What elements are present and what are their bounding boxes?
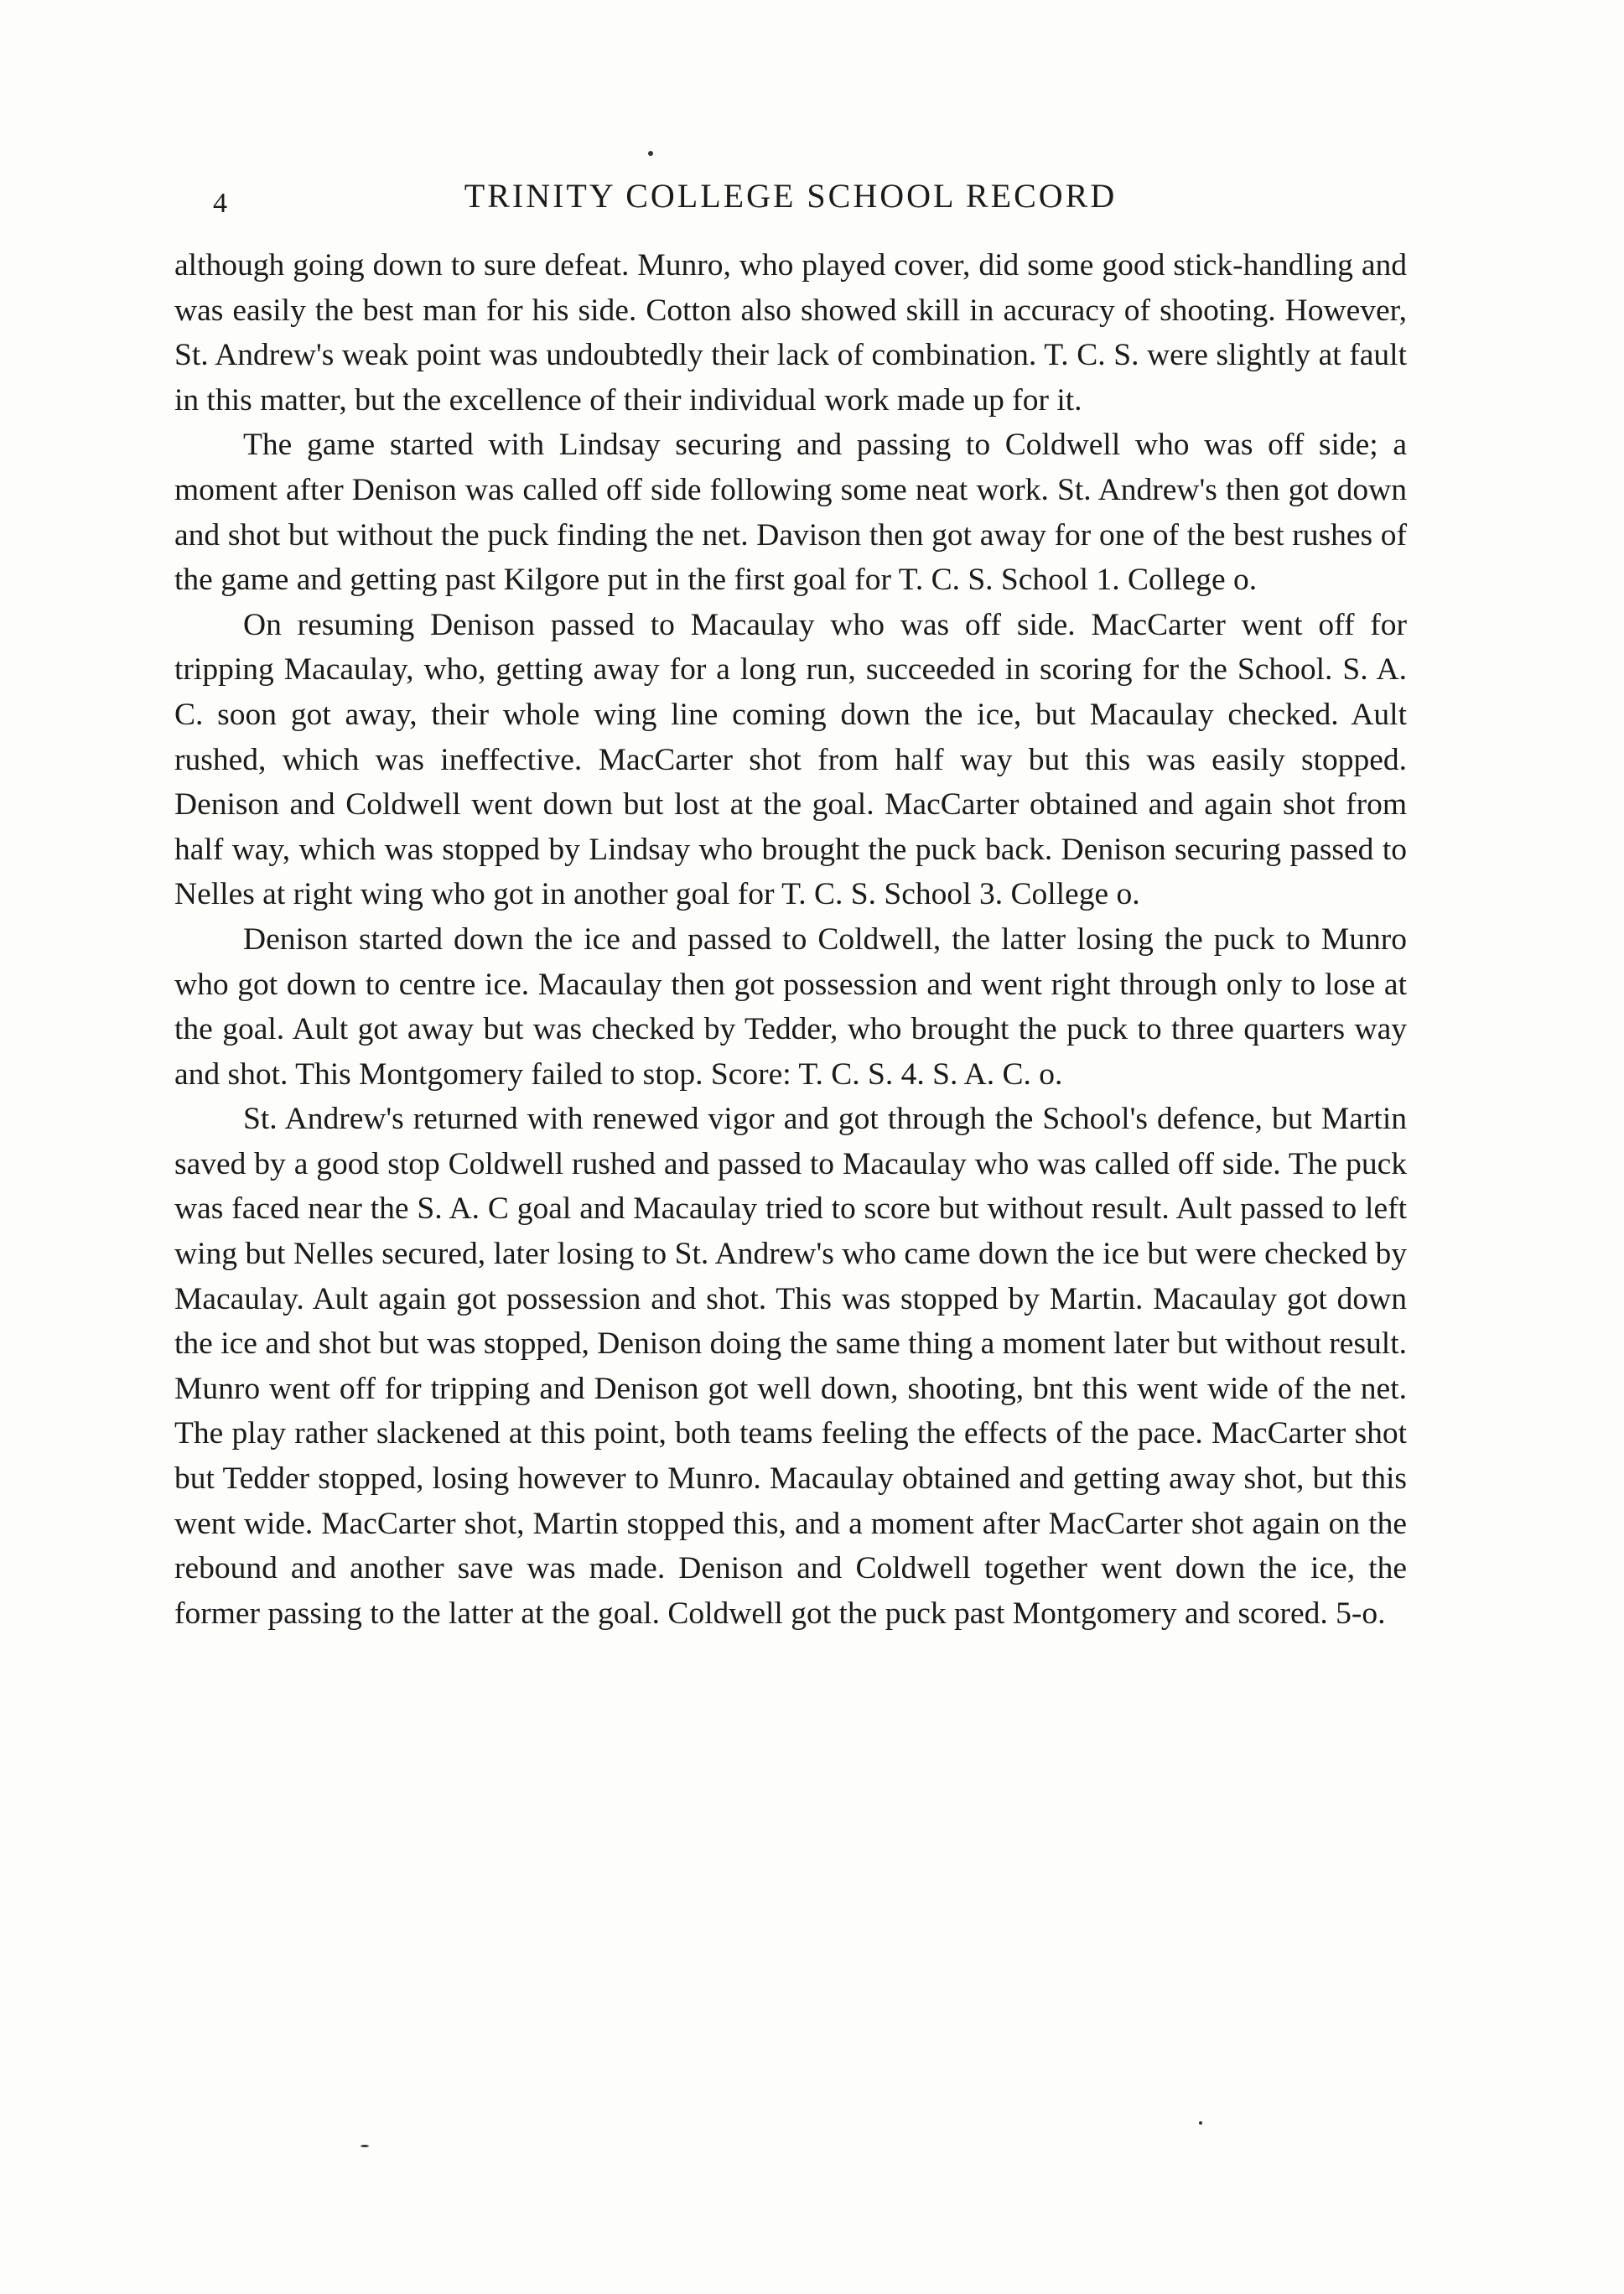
paragraph: The game started with Lindsay securing and passing to Coldwell who was off side; a moment after Denison was called off side following some neat work. St. Andrew's then got down and shot but without the puck finding the net. Davison then got away for one of the best rushes of the game and getting past Kilgore put in the first goal for T. C. S. School 1. College o. xyxy=(174,428,1407,598)
ink-speck xyxy=(648,151,653,156)
paragraph: On resuming Denison passed to Macaulay who was off side. MacCarter went off for tripping Macaulay, who, getting away for a long run, succeeded in scoring for the School. S. A. C. soon got away, their whole wing line coming down the ice, but Macaulay checked. Ault rushed, which was ineffective. MacCarter shot from half way but this was easily stopped. Denison and Coldwell went down but lost at the goal. MacCarter obtained and again shot from half way, which was stopped by Lindsay who brought the puck back. Denison securing passed to Nelles at right wing who got in another goal for T. C. S. School 3. College o. xyxy=(174,607,1407,912)
paragraph-continued: although going down to sure defeat. Munro, who played cover, did some good stick-handling and was easily the best man for his side. Cotton also showed skill in accuracy of shooting. However, St. Andrew's weak point was undoubtedly their lack of combination. T. C. S. were slightly at fault in this matter, but the excellence of their individual work made up for it. xyxy=(174,248,1407,418)
article-body xyxy=(174,243,1407,1636)
page-header xyxy=(174,176,1407,235)
page-number: 4 xyxy=(213,188,227,219)
paragraph: St. Andrew's returned with renewed vigor and got through the School's defence, but Martin saved by a good stop Coldwell rushed and passed to Macaulay who was called off side. The puck was faced near the S. A. C goal and Macaulay tried to score but without result. Ault passed to left wing but Nelles secured, later losing to St. Andrew's who came down the ice but were checked by Macaulay. Ault again got possession and shot. This was stopped by Martin. Macaulay got down the ice and shot but was stopped, Denison doing the same thing a moment later but without result. Munro went off for tripping and Denison got well down, shooting, bnt this went wide of the net. The play rather slackened at this point, both teams feeling the effects of the pace. MacCarter shot but Tedder stopped, losing however to Munro. Macaulay obtained and getting away shot, but this went wide. MacCarter shot, Martin stopped this, and a moment after MacCarter shot again on the rebound and another save was made. Denison and Coldwell together went down the ice, the former passing to the latter at the goal. Coldwell got the puck past Montgomery and scored. 5-o. xyxy=(174,1102,1407,1631)
running-title: TRINITY COLLEGE SCHOOL RECORD xyxy=(464,177,1118,215)
paragraph: Denison started down the ice and passed to Coldwell, the latter losing the puck to Munro who got down to centre ice. Macaulay then got possession and went right through only to lose at the goal. Ault got away but was checked by Tedder, who brought the puck to three quarters way and shot. This Montgomery failed to stop. Score: T. C. S. 4. S. A. C. o. xyxy=(174,921,1407,1092)
ink-speck xyxy=(1199,2121,1202,2125)
ink-speck xyxy=(361,2145,369,2147)
